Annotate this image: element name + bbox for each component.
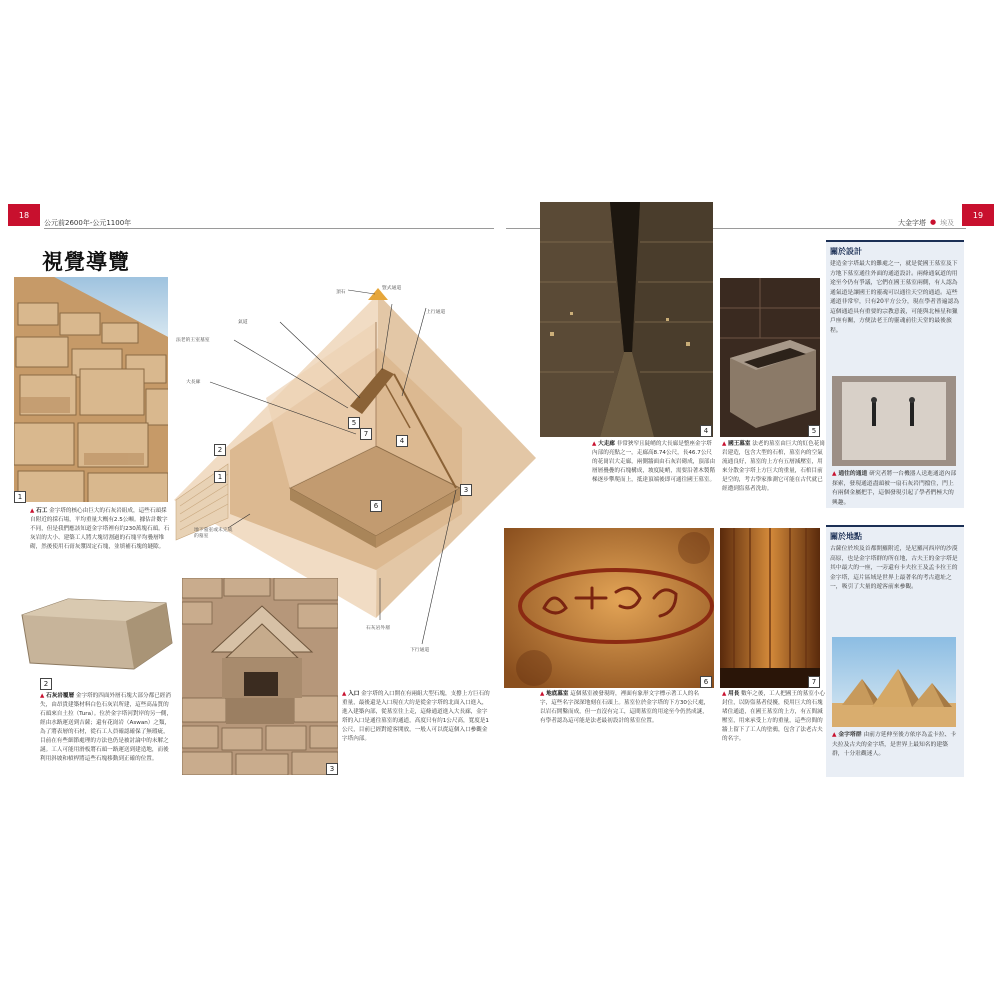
caption-head: 石灰岩覆層 <box>46 693 75 699</box>
label-grand-gallery: 大長廊 <box>186 380 201 385</box>
diagram-marker-2: 2 <box>214 444 226 456</box>
photo-sealed-corridor <box>720 528 820 688</box>
caption-text: 研究者將一台機器人送進通道內部探索，發現通道盡頭被一扇石灰岩門擋住，門上有兩個金屬把手，這個發現引起了學者們極大的興趣。 <box>832 471 957 506</box>
caption-arrow-icon: ▲ <box>40 693 47 699</box>
photo-grand-gallery <box>540 202 713 437</box>
label-descending: 下行通道 <box>410 648 430 653</box>
caption-grand-gallery <box>592 440 716 485</box>
marker-2: 2 <box>40 678 52 690</box>
caption-arrow-icon: ▲ <box>592 441 599 447</box>
photo-air-shaft <box>832 376 956 466</box>
caption-pyramids <box>832 731 958 760</box>
caption-head: 國王墓室 <box>728 441 751 447</box>
bullet-icon: ● <box>930 218 937 226</box>
label-casing: 石灰岩外層 <box>366 626 390 631</box>
caption-arrow-icon: ▲ <box>832 471 839 477</box>
left-header-rule <box>44 228 494 229</box>
caption-air-shaft <box>832 470 958 508</box>
left-running-head: 公元前2600年-公元1100年 <box>44 219 132 227</box>
diagram-marker-5: 5 <box>348 417 360 429</box>
right-page-number: 19 <box>962 204 994 226</box>
photo-king-chamber <box>720 278 820 437</box>
label-capstone: 頂石 <box>336 290 346 295</box>
caption-text: 金字塔的核心由巨大的石灰岩組成，這些石頭採自附近的採石場，平均重量大概有2.5公噸。據估計數字不同，但是我們應該知道金字塔裡有約230萬塊石頭。石灰岩的大小、建築工人將大塊切割過的石塊平均疊層堆砌，然後使用石膏灰漿固定石塊，並填補石塊的縫隙。 <box>30 508 170 550</box>
caption-text: 金字塔的四面外層石塊大部分都已經消失，由昂貴建築材料白色石灰岩所建，這些高品質的石頭來自土拉（Tura）。位於金字塔河對岸的另一側，經由水路運送到吉薩；還有花崗岩（Aswan）之類，為了將表層的石材，從石工人員確認確保了無瑕疵，目前在有些細節處理的方法也仍是被討論中的未解之謎。工人可能用滑板將石頭一路運送到建造地，而後利用斜坡和槓桿將這些石塊移動到正確的位置。 <box>40 693 173 762</box>
marker-5: 5 <box>808 425 820 437</box>
sidebar-location-title: 關於地點 <box>830 532 862 541</box>
king-chamber-image <box>720 278 820 437</box>
diagram-marker-1: 1 <box>214 471 226 483</box>
caption-head: 大走廊 <box>598 441 615 447</box>
marker-1: 1 <box>14 491 26 503</box>
caption-king-chamber <box>722 440 826 494</box>
marker-6: 6 <box>700 676 712 688</box>
caption-head: 石工 <box>36 508 48 514</box>
caption-casing <box>40 692 174 764</box>
photo-pyramids <box>832 637 956 727</box>
air-shaft-image <box>832 376 956 466</box>
pyramids-image <box>832 637 956 727</box>
sidebar-location-box <box>826 525 964 777</box>
right-running-sub: 埃及 <box>940 219 955 227</box>
caption-arrow-icon: ▲ <box>722 691 729 697</box>
sidebar-design-text: 建造金字塔最大的難處之一，就是從國王墓室及下方地下墓室通往外面的通道設計。兩條通氣道的用途至今仍有爭議，它們在國王墓室兩側，有人認為通氣道是讓國王的靈魂可以通往天空的通道。這些通道非常窄，只有20平方公分，現在學者普遍認為這個通道具有重要的宗教意義，可能與北極星和獵戶座有關，方便法老王的靈魂前往天堂的最後旅程。 <box>830 261 960 334</box>
hieroglyphs-image <box>504 528 714 688</box>
caption-arrow-icon: ▲ <box>540 691 547 697</box>
caption-head: 金字塔群 <box>838 732 862 738</box>
sidebar-location-text: 古薩位於埃及首都開羅附近，是尼羅河西岸的沙漠高原，也是金字塔群的所在地，古夫王的金字塔是其中最大的一座，一旁還有卡夫拉王及孟卡拉王的金字塔，這片區域是世界上最著名的考古遺址之一，吸引了大量的遊客前來參觀。 <box>830 546 958 590</box>
diagram-marker-3: 3 <box>460 484 472 496</box>
stonework-image <box>14 277 168 502</box>
caption-text: 金字塔的入口開在有兩組大型石塊，支撐上方巨石的重量，最後還是入口現在大約是從金字塔的北面入口進入，進入建築內部，從墓室往上走，這條通道進入大長廊，金字塔的入口是通往墓室的通道，高度只有約1公尺高，寬度是1公尺，目前已經對遊客開放，一般人可以從這個入口參觀金字塔內部。 <box>342 691 490 742</box>
photo-entrance <box>182 578 338 775</box>
sidebar-design-box <box>826 240 964 508</box>
sealed-corridor-image <box>720 528 820 688</box>
caption-arrow-icon: ▲ <box>832 732 839 738</box>
caption-sealed-corridor <box>722 690 826 744</box>
caption-head: 入口 <box>348 691 360 697</box>
photo-stonework <box>14 277 168 502</box>
label-underground: 地下墓室或未完成的墓室 <box>194 528 233 539</box>
left-page-number: 18 <box>8 204 40 226</box>
caption-hieroglyphs <box>540 690 710 726</box>
caption-head: 通往的通道 <box>838 471 868 477</box>
label-subterranean-shaft: 豎式通道 <box>382 286 402 291</box>
caption-stonework <box>30 507 172 552</box>
caption-text: 這個墓室被發現時，裡面有象形文字標示著工人的名字，這些名字深深地刻在石頭上。墓室位於金字塔的下方30公尺處，以岩石開鑿而成，但一直沒有完工，這間墓室的用途至今仍然成謎，有學者認為這可能是法老最初設計的墓室位置。 <box>540 691 710 724</box>
label-king-chamber: 法老的王室墓室 <box>176 338 210 343</box>
caption-head: 地底墓室 <box>546 691 569 697</box>
page-title: 視覺導覽 <box>42 249 130 274</box>
photo-casing-block <box>14 593 174 673</box>
caption-arrow-icon: ▲ <box>30 508 37 514</box>
grand-gallery-image <box>540 202 713 437</box>
caption-entrance <box>342 690 492 744</box>
marker-7: 7 <box>808 676 820 688</box>
diagram-marker-7: 7 <box>360 428 372 440</box>
right-running-head-wrap <box>898 218 954 228</box>
caption-text: 法老的墓室由巨大的紅色花崗岩建造，包含大型的石棺，墓室內的空氣流通良好，墓室的上方有五層減壓室，用來分散金字塔上方巨大的重量，石棺目前是空的，考古學家推測它可能在古代就已經遭到盜墓者洗劫。 <box>722 441 825 492</box>
entrance-image <box>182 578 338 775</box>
diagram-marker-6: 6 <box>370 500 382 512</box>
casing-block-image <box>14 593 174 673</box>
caption-text: 非常狹窄且陡峭的大長廊是整座金字塔內部的亮點之一，走廊高8.74公尺，長46.7公尺的花崗岩大走廊，兩側牆面由石灰岩砌成，頂部由層層疊疊的石塊構成，坡度陡峭，需要沿著木製階梯逐步攀爬而上，抵達頂端後即可通往國王墓室。 <box>592 441 716 483</box>
caption-arrow-icon: ▲ <box>342 691 349 697</box>
marker-4: 4 <box>700 425 712 437</box>
caption-arrow-icon: ▲ <box>722 441 729 447</box>
caption-text: 由前方延伸至後方依序為孟卡拉、卡夫拉及古夫的金字塔，是世界上最知名的建築群，十分壯觀迷人。 <box>832 732 957 757</box>
label-upper-passage: 上行通道 <box>426 310 446 315</box>
caption-head: 用長 <box>728 691 740 697</box>
label-air-shaft: 氣道 <box>238 320 248 325</box>
photo-hieroglyphs <box>504 528 714 688</box>
marker-3: 3 <box>326 763 338 775</box>
right-running-head: 大金字塔 <box>898 219 926 227</box>
sidebar-design-title: 關於設計 <box>830 247 862 256</box>
diagram-marker-4: 4 <box>396 435 408 447</box>
caption-text: 數年之後，工人把國王的墓室小心封住，以防盜墓者侵擾，使用巨大的石塊堵住通道，在國王墓室的上方，有五間減壓室，用來承受上方的重量，這些房間的牆上留下了工人的塗鴉，包含了法老古夫的名字。 <box>722 691 825 742</box>
